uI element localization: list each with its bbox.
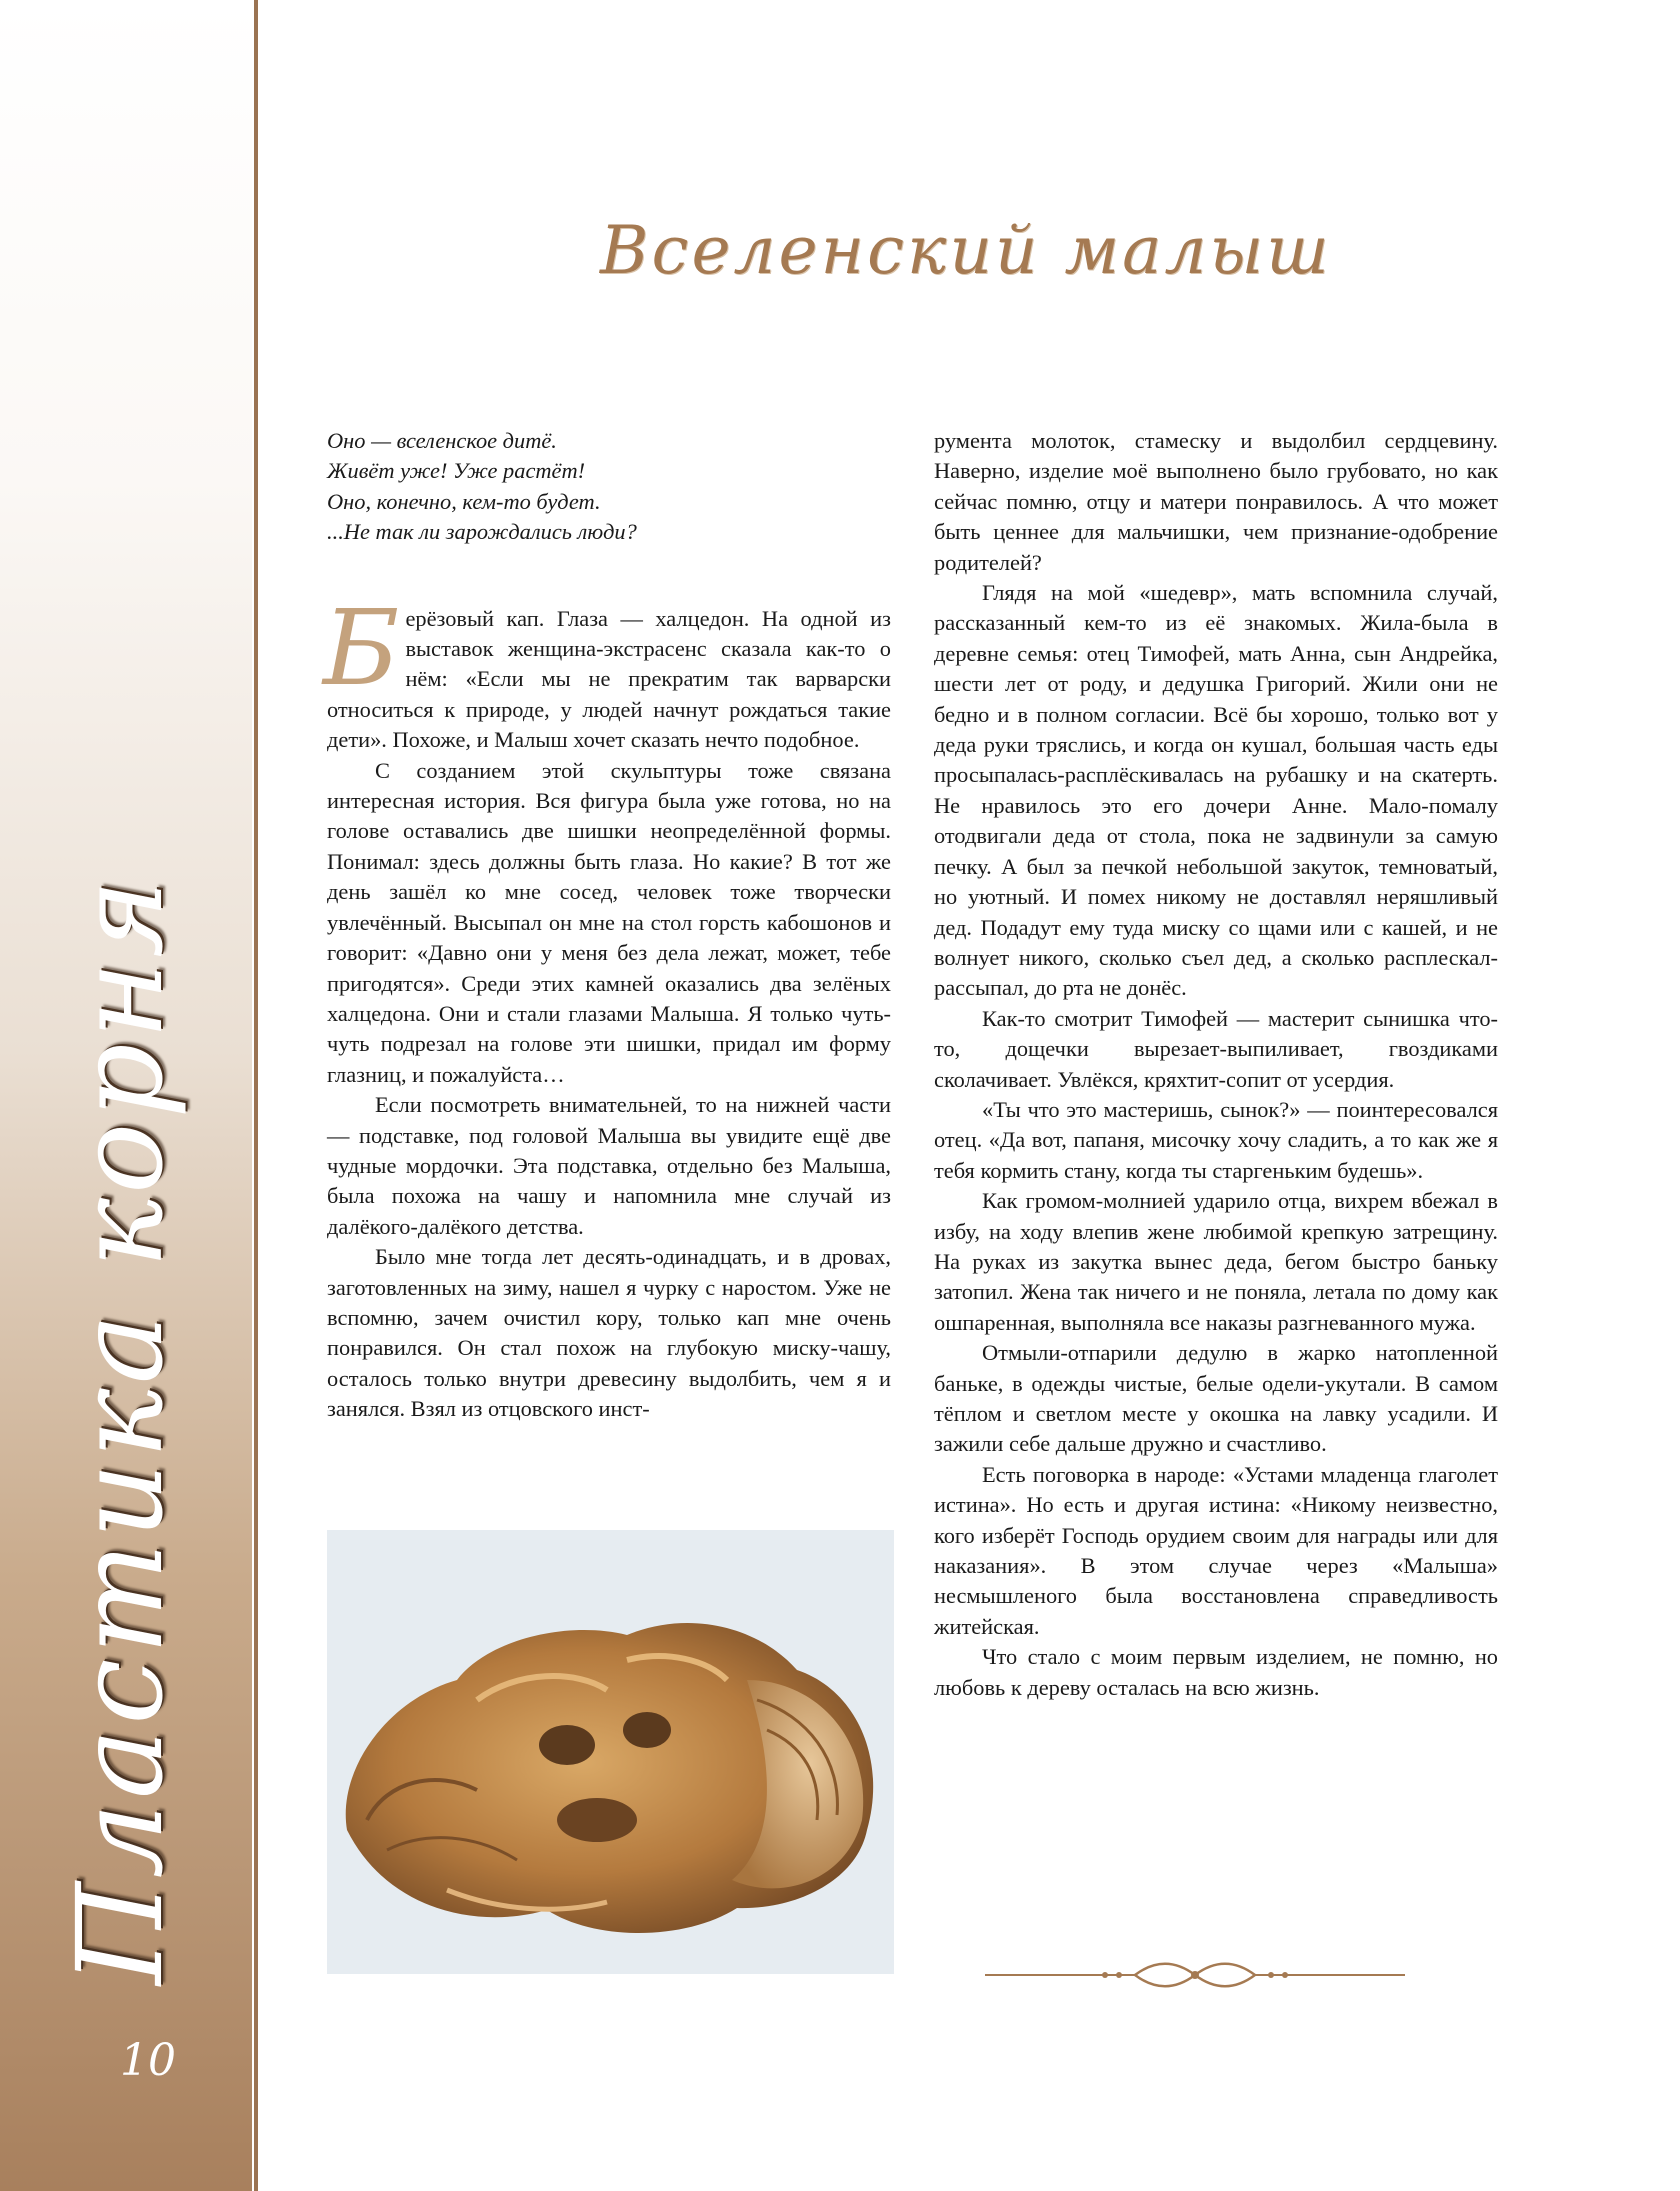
paragraph: Отмыли-отпарили дедулю в жарко натопленной баньке, в одежды чистые, белые одели-укутали. В самом тёплом и светлом месте у окошка на лавку усадили. И зажили себе дальше дружно и счастливо. (934, 1340, 1498, 1457)
paragraph: Есть поговорка в народе: «Устами младенца глаголет истина». Но есть и другая истина: «Никому неизвестно, кого изберёт Господь орудием своим для награды или для наказания». В этом случае через «Малыша» несмышленого была восстановлена справедливость житейская. (934, 1461, 1498, 1639)
epigraph-line: Оно, конечно, кем-то будет. (327, 488, 601, 514)
paragraph: Если посмотреть внимательней, то на нижней части — подставке, под головой Малыша вы увидите ещё две чудные мордочки. Эта подставка, отдельно без Малыша, была похожа на чашу и напомнила мне случай из далёкого-далёкого детства. (327, 1092, 891, 1239)
paragraph: румента молоток, стамеску и выдолбил сердцевину. Наверно, изделие моё выполнено было грубовато, но как сейчас помню, отцу и матери понравилось. А что может быть ценнее для мальчишки, чем признание-одобрение родителей? (934, 428, 1498, 575)
paragraph: Глядя на мой «шедевр», мать вспомнила случай, рассказанный кем-то из её знакомых. Жила-была в деревне семья: отец Тимофей, мать Анна, сын Андрейка, шести лет от роду, и дедушка Григорий. Жили они не бедно и в полном согласии. Всё бы хорошо, только вот у деда руки тряслись, и когда он кушал, большая часть еды просыпалась-расплёскивалась на рубашку и на скатерть. Не нравилось это его дочери Анне. Мало-помалу отодвигали деда от стола, пока не задвинули за самую печку. А был за печкой небольшой закуток, темноватый, но уютный. И помех никому не доставлял неряшливый дед. Подадут ему туда миску со щами или с кашей, и не волнует никого, сколько съел дед, а сколько расплескал-рассыпал, до рта не донёс. (934, 580, 1498, 1001)
drop-cap: Б (323, 586, 400, 709)
paragraph: Как громом-молнией ударило отца, вихрем вбежал в избу, на ходу влепив жене любимой крепкую затрещину. На руках из закутка вынес деда, бегом быстро баньку затопил. Жена так ничего и не поняла, летала по дому как ошпаренная, выполняла все наказы разгневанного мужа. (934, 1188, 1498, 1335)
right-column (934, 426, 1498, 1703)
section-title: Пластика корня (51, 875, 189, 1985)
paragraph: Как-то смотрит Тимофей — мастерит сынишка что-то, дощечки вырезает-выпиливает, гвоздиками сколачивает. Увлёкся, кряхтит-сопит от усердия. (934, 1005, 1498, 1092)
ornament-divider (985, 1955, 1405, 1995)
lead-text: ерёзовый кап. Глаза — халцедон. На одной из выставок женщина-экстрасенс сказала как-то о нём: «Если мы не прекратим так варварски относиться к природе, у людей начнут рождаться такие дети». Похоже, и Малыш хочет сказать нечто подобное. (327, 605, 891, 753)
side-rule (254, 0, 258, 2191)
epigraph (327, 426, 891, 548)
paragraph: «Ты что это мастеришь, сынок?» — поинтересовался отец. «Да вот, папаня, мисочку хочу сладить, а то как же я тебя кормить стану, когда ты старгеньким будешь». (934, 1096, 1498, 1183)
page-number: 10 (120, 2035, 176, 2086)
burl-sculpture-image (327, 1530, 894, 1974)
paragraph: Что стало с моим первым изделием, не помню, но любовь к дереву осталась на всю жизнь. (934, 1644, 1498, 1700)
epigraph-line: Оно — вселенское дитё. (327, 428, 557, 453)
lead-paragraph (323, 586, 891, 756)
epigraph-line: ...Не так ли зарождались люди? (327, 519, 637, 545)
epigraph-line: Живёт уже! Уже растёт! (327, 458, 586, 484)
paragraph: Было мне тогда лет десять-одинадцать, и в дровах, заготовленных на зиму, нашел я чурку с наростом. Уже не вспомню, зачем очистил кору, только кап мне очень понравился. Он стал похож на глубокую миску-чашу, осталось только внутри древесину выдолбить, чем я и занялся. Взял из отцовского инст- (327, 1244, 891, 1422)
left-column (323, 426, 891, 1425)
paragraph: С созданием этой скульптуры тоже связана интересная история. Вся фигура была уже готова, но на голове оставались две шишки неопределённой формы. Понимал: здесь должны быть глаза. Но какие? В тот же день зашёл ко мне сосед, человек тоже творчески увлечённый. Высыпал он мне на стол горсть кабошонов и говорит: «Давно они у меня без дела лежат, может, тебе пригодятся». Среди этих камней оказались два зелёных халцедона. Они и стали глазами Малыша. Я только чуть-чуть подрезал на голове эти шишки, придал им форму глазниц, и пожалуйста… (327, 757, 891, 1087)
wood-sculpture-photo (327, 1530, 894, 1974)
page-title: Вселенский малыш (600, 212, 1332, 289)
